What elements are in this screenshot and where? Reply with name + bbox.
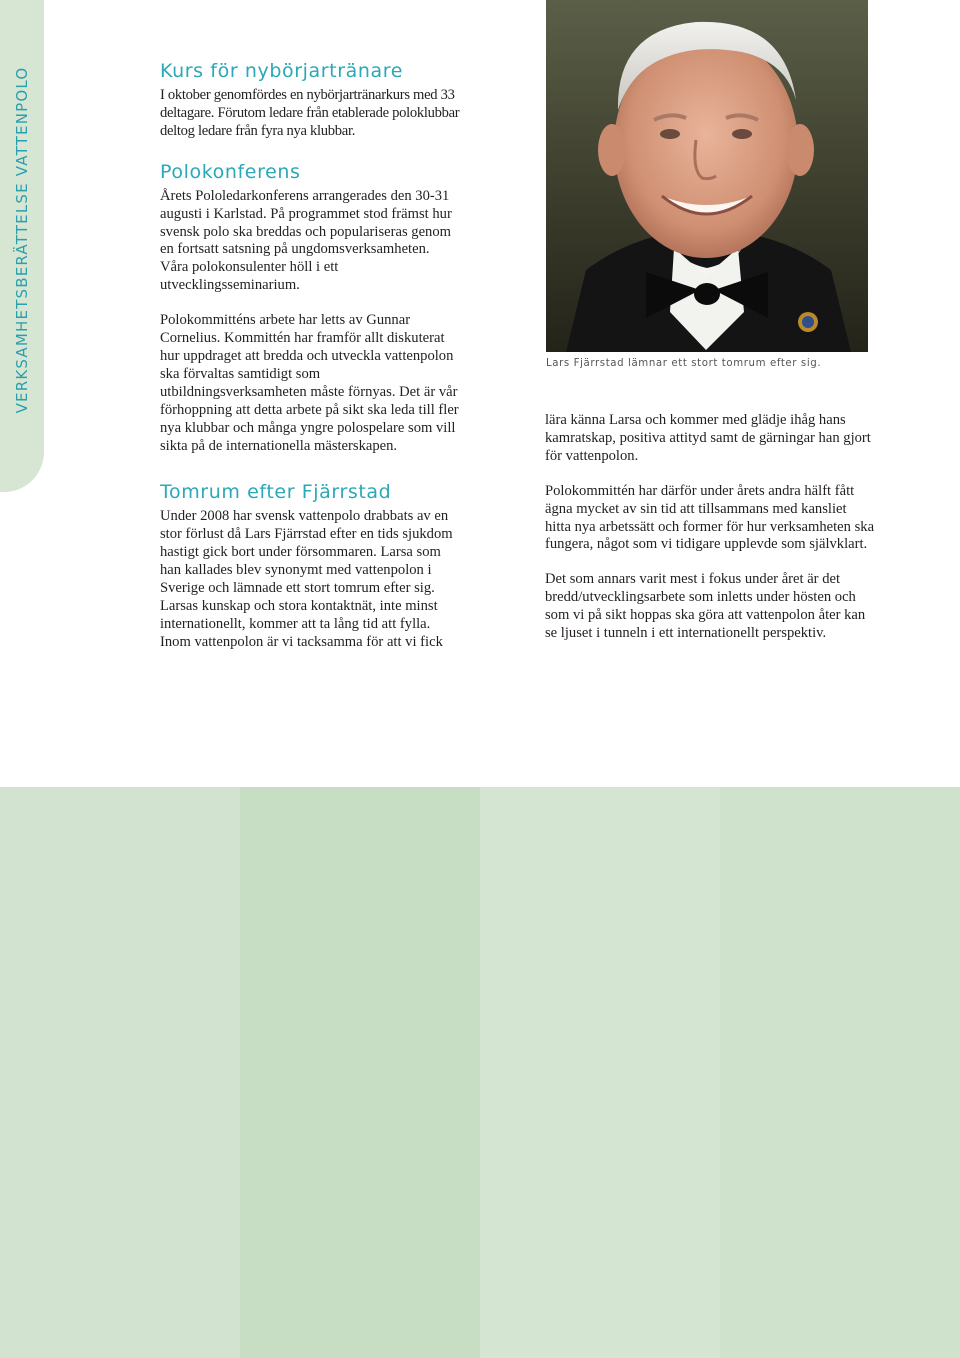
paragraph-polokonferens-2: Polokommitténs arbete har letts av Gunnar Cornelius. Kommittén har framför allt diskuterat hur uppdraget att bredda och utveckla vattenpolon ska förvaltas samtidigt som utbildningsverksamheten måste förnyas. Det är vår förhoppning att detta arbete på sikt ska leda till fler nya klubbar och många yngre polospelare som vill sikta på de internationella mästerskapen. (160, 312, 459, 454)
portrait-illustration (546, 0, 868, 352)
tile-1 (0, 787, 240, 1358)
heading-polokonferens: Polokonferens (160, 160, 301, 183)
paragraph-polokonferens-1: Årets Pololedarkonferens arrangerades den 30-31 augusti i Karlstad. På programmet stod främst hur svensk polo ska breddas och populariseras genom en fortsatt satsning på ungdomsverksamheten. Våra polokonsulenter höll i ett utvecklingsseminarium. (160, 187, 452, 294)
tile-3 (480, 787, 720, 1358)
paragraph-tomrum-2: lära känna Larsa och kommer med glädje ihåg hans kamratskap, positiva attityd samt de gärningar han gjort för vattenpolon. (545, 412, 871, 464)
paragraph-kurs: I oktober genomfördes en nybörjartränarkurs med 33 deltagare. Förutom ledare från etablerade poloklubbar deltog ledare från fyra nya klubbar. (160, 87, 460, 139)
photo-caption: Lars Fjärrstad lämnar ett stort tomrum efter sig. (546, 358, 822, 369)
section-label: VERKSAMHETSBERÄTTELSE VATTENPOLO (13, 66, 31, 414)
heading-tomrum: Tomrum efter Fjärrstad (160, 481, 392, 504)
side-tab (0, 0, 44, 492)
paragraph-tomrum-4: Det som annars varit mest i fokus under året är det bredd/utvecklingsarbete som inletts under hösten och som vi på sikt hoppas ska göra att vattenpolon åter kan se ljuset i tunneln i ett internationellt perspektiv. (545, 571, 866, 642)
portrait-photo (546, 0, 868, 352)
paragraph-tomrum-1: Under 2008 har svensk vattenpolo drabbats av en stor förlust då Lars Fjärrstad efter en tids sjukdom hastigt gick bort under försommaren. Larsa som han kallades blev synonymt med vattenpolon i Sverige och lämnade ett stort tomrum efter sig. Larsas kunskap och stora kontaktnät, inte minst internationellt, kommer att ta lång tid att fylla. Inom vattenpolon är vi tacksamma för att vi fick (160, 508, 453, 650)
tile-2 (240, 787, 480, 1358)
tile-4 (720, 787, 960, 1358)
heading-kurs: Kurs för nybörjartränare (160, 60, 404, 82)
paragraph-tomrum-3: Polokommittén har därför under årets andra hälft fått ägna mycket av sin tid att tillsammans med kansliet hitta nya arbetssätt och former för hur verksamheten ska fungera, något som vi tidigare upplevde som självklart. (545, 482, 875, 553)
decorative-tiles (0, 787, 960, 1358)
left-column (160, 58, 460, 652)
right-column (545, 412, 875, 643)
